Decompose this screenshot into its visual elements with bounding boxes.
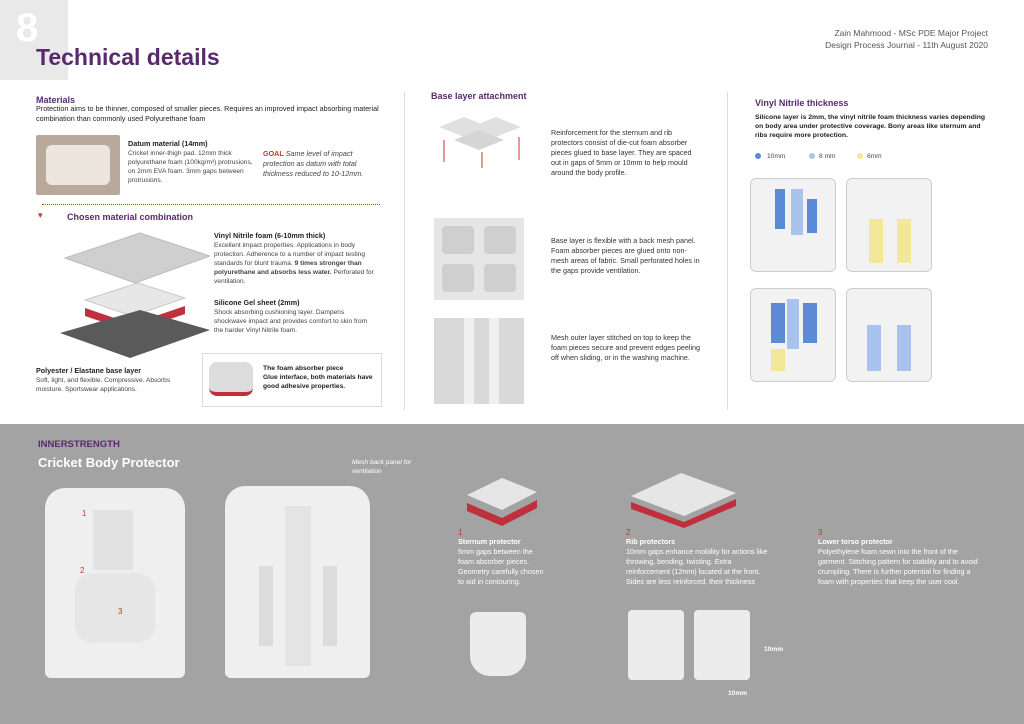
jacket-front	[45, 488, 185, 678]
s2-number: 2	[626, 528, 631, 537]
shirt-front-1	[750, 178, 836, 272]
column-divider-1	[404, 92, 405, 410]
legend-dot-6mm	[857, 153, 863, 159]
mesh-outer-illustration	[434, 318, 524, 404]
base-layer	[60, 310, 210, 358]
s2-text: 10mm gaps enhance mobility for actions like throwing, bending, twisting. Extra reinforcement (12mm) located at the front. Sides are less reinforced, their thickness	[626, 547, 768, 586]
goal-text: Same level of impact protection as datum with total thickness reduced to 10-12mm.	[263, 149, 364, 178]
rib-layout-right	[694, 610, 750, 680]
marker-1: 1	[82, 509, 87, 518]
foam-grid-illustration	[434, 112, 526, 170]
vinyl-layer	[65, 233, 210, 283]
s1-text: 5mm gaps between the foam absorber pieces. Geometry carefully chosen to aid in contouring.	[458, 547, 544, 586]
header-line-2: Design Process Journal - 11th August 2020	[825, 40, 988, 50]
base-layer-p1: Reinforcement for the sternum and rib protectors consist of die-cut foam absorber pieces glued to base layer. They are spaced out in gaps of 5mm or 10mm to help mould around the body profile.	[551, 128, 692, 177]
vinyl-block	[214, 231, 374, 286]
datum-title: Datum material (14mm)	[128, 139, 208, 148]
s3-title: Lower torso protector	[818, 537, 893, 546]
thickness-legend	[755, 152, 975, 164]
goal-label: GOAL	[263, 149, 284, 158]
brand-name: INNERSTRENGTH	[38, 439, 120, 450]
page-title: Technical details	[36, 44, 220, 70]
sternum-pieces-illustration	[462, 470, 542, 528]
shirt-back-1	[846, 178, 932, 272]
thickness-heading: Vinyl Nitrile thickness	[755, 98, 849, 108]
header-info	[825, 27, 988, 51]
base-layer-p3: Mesh outer layer stitched on top to keep the foam pieces secure and prevent edges peeling off when sliding, or in the washing machine.	[551, 333, 701, 362]
silicone-title: Silicone Gel sheet (2mm)	[214, 298, 300, 307]
rib-pieces-illustration	[626, 468, 742, 528]
mesh-panel-illustration	[434, 218, 524, 300]
jacket-back	[225, 486, 370, 678]
dimension-label-2: 10mm	[728, 690, 748, 697]
silicone-block	[214, 298, 374, 335]
product-name: Cricket Body Protector	[38, 455, 180, 470]
silicone-layer	[85, 283, 185, 316]
dimension-label-1: 10mm	[764, 646, 784, 653]
marker-3: 3	[118, 607, 123, 616]
legend-label-8mm: 8 mm	[819, 153, 836, 160]
header-line-1: Zain Mahmood - MSc PDE Major Project	[834, 28, 988, 38]
base-text: Soft, light, and flexible. Compressive. Absorbs moisture. Sportswear applications.	[36, 377, 171, 393]
s2-title: Rib protectors	[626, 537, 676, 546]
rib-layout-left	[628, 610, 684, 680]
thickness-text: Silicone layer is 2mm, the vinyl nitrile foam thickness varies depending on body area under protective coverage. Bony areas like sternum and ribs require more protection.	[755, 114, 986, 139]
column-divider-2	[727, 92, 728, 410]
section-divider	[42, 204, 380, 205]
s3-number: 3	[818, 528, 823, 537]
datum-pad-image	[36, 135, 120, 195]
goal-block	[263, 149, 383, 179]
legend-dot-10mm	[755, 153, 761, 159]
vinyl-title: Vinyl Nitrile foam (6-10mm thick)	[214, 231, 326, 240]
datum-text: Cricket inner-thigh pad. 12mm thick polyurethane foam (100kg/m³) protrusions, on 2mm EVA foam. 3mm gaps between protrusions.	[128, 150, 253, 184]
vinyl-bold: 9 times stronger than polyurethane and absorbs less water.	[214, 260, 362, 276]
foam-piece-image	[209, 362, 253, 396]
foam-piece-card	[202, 353, 382, 407]
shirt-front-2	[750, 288, 836, 382]
vinyl-text: Excellent impact properties. Applications in body protection. Adherence to a number of impact testing standards for blunt trauma.	[214, 242, 366, 267]
piece-title: The foam absorber piece	[263, 365, 344, 372]
silicone-text: Shock absorbing cushioning layer. Dampens shockwave impact and provides comfort to skin from the harder Vinyl Nitrile foam.	[214, 309, 368, 334]
shirt-back-2	[846, 288, 932, 382]
legend-label-6mm: 6mm	[867, 153, 882, 160]
page-number: 8	[16, 6, 39, 50]
base-layer-p2: Base layer is flexible with a back mesh panel. Foam absorber pieces are glued onto non-mesh areas of fabric. Small perforated holes in the gaps provide ventilation.	[551, 236, 700, 275]
materials-heading: Materials	[36, 95, 76, 105]
piece-text: Glue interface, both materials have good adhesive properties.	[263, 374, 373, 390]
mesh-note: Mesh back panel for ventilation	[352, 459, 412, 475]
lower-torso-block	[818, 528, 988, 587]
material-layers-illustration	[60, 228, 210, 363]
rib-block	[626, 528, 776, 587]
sternum-layout	[470, 612, 526, 676]
s3-text: Polyethylene foam sewn into the front of the garment. Stitching pattern for stability and to avoid crumpling. There is further potential for finding a foam with properties that keep the user cool.	[818, 547, 978, 586]
marker-2: 2	[80, 566, 85, 575]
arrow-down-icon: ▾	[38, 210, 43, 220]
datum-block	[128, 139, 258, 185]
vinyl-tail: Perforated for ventilation.	[214, 269, 374, 285]
base-block	[36, 366, 196, 394]
s1-title: Sternum protector	[458, 537, 521, 546]
base-layer-heading: Base layer attachment	[431, 91, 527, 101]
sternum-block	[458, 528, 544, 587]
legend-label-10mm: 10mm	[767, 153, 786, 160]
s1-number: 1	[458, 528, 463, 537]
materials-intro: Protection aims to be thinner, composed of smaller pieces. Requires an improved impact absorbing material combination than commonly used Polyurethane foam	[36, 104, 379, 123]
chosen-heading: Chosen material combination	[67, 212, 194, 222]
base-title: Polyester / Elastane base layer	[36, 366, 142, 375]
legend-dot-8mm	[809, 153, 815, 159]
